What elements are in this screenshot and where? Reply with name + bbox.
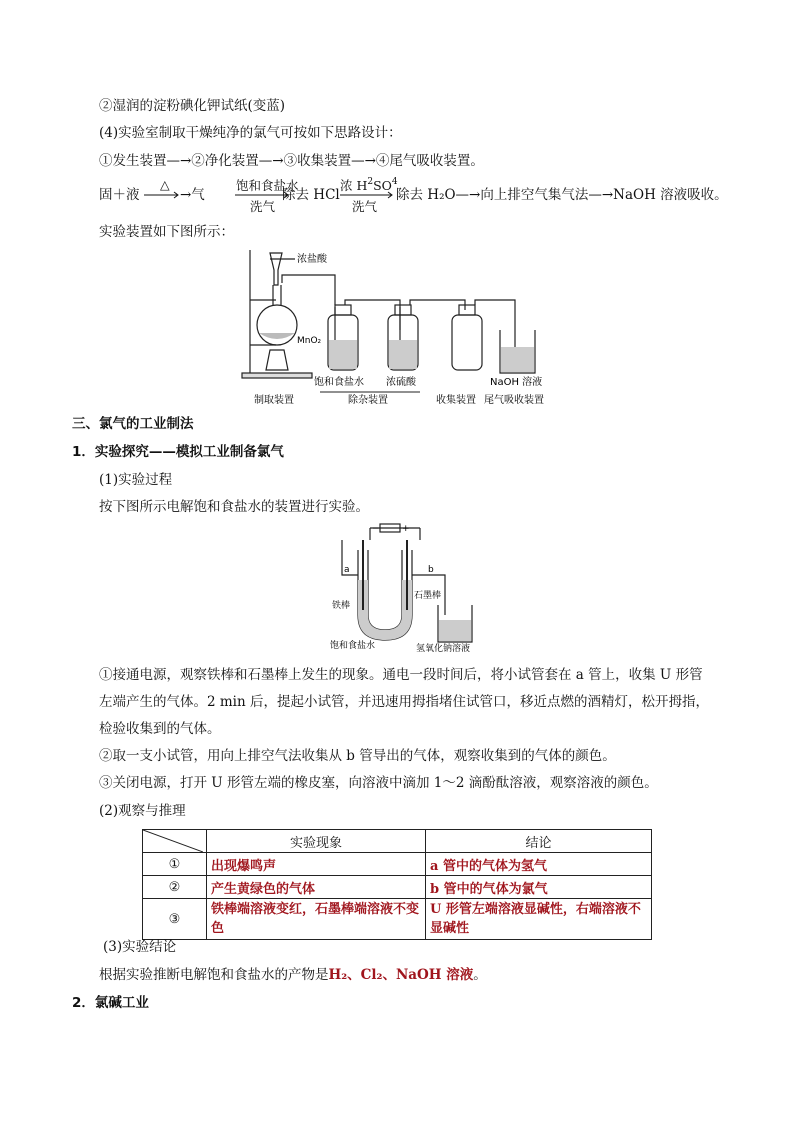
label-a: a — [344, 565, 350, 575]
phenomenon-cell: 产生黄绿色的气体 — [207, 876, 426, 899]
text-line: ①发生装置—→②净化装置—→③收集装置—→④尾气吸收装置。 — [99, 153, 484, 169]
step-text: 左端产生的气体。2 min 后，提起小试管，并迅速用拇指堵住试管口，移近点燃的酒精灯，松开拇指， — [99, 694, 709, 710]
conclusion-cell: U 形管左端溶液显碱性，右端溶液不显碱性 — [426, 899, 652, 940]
step-text: ③关闭电源，打开 U 形管左端的橡皮塞，向溶液中滴加 1～2 滴酚酞溶液，观察溶液的颜色。 — [99, 775, 658, 791]
text-line: ②湿润的淀粉碘化钾试纸(变蓝) — [99, 98, 286, 114]
flow-under2: 洗气 — [352, 199, 378, 214]
lab-apparatus-figure — [240, 245, 560, 410]
conclusion-cell: b 管中的气体为氯气 — [426, 876, 652, 899]
text-line: 按下图所示电解饱和食盐水的装置进行实验。 — [99, 499, 369, 515]
collecting-bottle — [452, 315, 482, 370]
electrolysis-figure — [330, 520, 480, 655]
label-collect: 收集装置 — [436, 395, 476, 406]
label-naoh: NaOH 溶液 — [490, 377, 543, 388]
label-purify: 除杂装置 — [348, 395, 388, 406]
phenomenon-cell: 铁棒端溶液变红，石墨棒端溶液不变色 — [207, 899, 426, 940]
flow-over2: 浓 $H^2SO^4$ — [340, 177, 398, 193]
table-row — [143, 853, 652, 876]
paragraph-title: (1)实验过程 — [99, 472, 173, 488]
diagonal-cell — [143, 830, 207, 853]
label-hcl: 浓盐酸 — [297, 254, 327, 265]
label-iron: 铁棒 — [332, 601, 351, 611]
subsection-heading: 1．实验探究——模拟工业制备氯气 — [72, 444, 284, 460]
tube — [282, 275, 335, 305]
flow-under1: 洗气 — [250, 199, 276, 214]
subsection-heading: 2．氯碱工业 — [72, 995, 149, 1011]
label-mno2: MnO₂ — [297, 336, 322, 346]
flow-gas: →气 — [180, 187, 205, 203]
step-text: 检验收集到的气体。 — [99, 721, 221, 737]
conclusion-end: 。 — [473, 967, 487, 983]
observation-table — [142, 829, 652, 940]
label-graphite: 石墨棒 — [414, 591, 442, 601]
header-phenomenon: 实验现象 — [207, 830, 426, 853]
stand-base — [242, 373, 312, 378]
step-text: ①接通电源，观察铁棒和石墨棒上发生的现象。通电一段时间后，将小试管套在 a 管上，收集 U 形管 — [99, 667, 703, 683]
table-header-row — [143, 830, 652, 853]
label-naoh: 氢氧化钠溶液 — [416, 644, 471, 654]
table-row — [143, 876, 652, 899]
table-row — [143, 899, 652, 940]
conclusion-cell: a 管中的气体为氢气 — [426, 853, 652, 876]
label-b: b — [428, 565, 434, 575]
conclusion-prefix: 根据实验推断电解饱和食盐水的产物是 — [99, 967, 329, 983]
section-heading: 三、氯气的工业制法 — [72, 416, 194, 432]
flow-remove2: 除去 H₂O—→向上排空气集气法—→NaOH 溶液吸收。 — [396, 187, 728, 203]
conclusion-line — [99, 965, 487, 985]
row-number: ③ — [143, 899, 207, 940]
row-number: ② — [143, 876, 207, 899]
label-sat-salt: 饱和食盐水 — [330, 641, 376, 651]
paragraph-title: (3)实验结论 — [103, 939, 177, 955]
conclusion-value: H₂、Cl₂、NaOH 溶液 — [328, 967, 474, 983]
text-line: (4)实验室制取干燥纯净的氯气可按如下思路设计： — [99, 125, 402, 141]
step-text: ②取一支小试管，用向上排空气法收集从 b 管导出的气体，观察收集到的气体的颜色。 — [99, 748, 616, 764]
dropping-funnel — [270, 253, 282, 285]
heat-symbol: △ — [160, 177, 170, 192]
header-conclusion: 结论 — [426, 830, 652, 853]
alcohol-lamp — [266, 350, 288, 370]
label-minus: − — [372, 524, 380, 534]
flow-remove1: 除去 HCl — [282, 187, 340, 203]
label-gen: 制取装置 — [254, 395, 294, 406]
label-conc-acid: 浓硫酸 — [386, 377, 416, 388]
label-plus: + — [402, 524, 410, 534]
flow-over1: 饱和食盐水 — [236, 178, 299, 193]
paragraph-title: (2)观察与推理 — [99, 803, 186, 819]
label-tail: 尾气吸收装置 — [484, 395, 544, 406]
label-sat-salt: 饱和食盐水 — [314, 377, 364, 388]
text-line: 实验装置如下图所示： — [99, 224, 234, 240]
row-number: ① — [143, 853, 207, 876]
phenomenon-cell: 出现爆鸣声 — [207, 853, 426, 876]
flow-start: 固＋液 — [99, 187, 140, 203]
